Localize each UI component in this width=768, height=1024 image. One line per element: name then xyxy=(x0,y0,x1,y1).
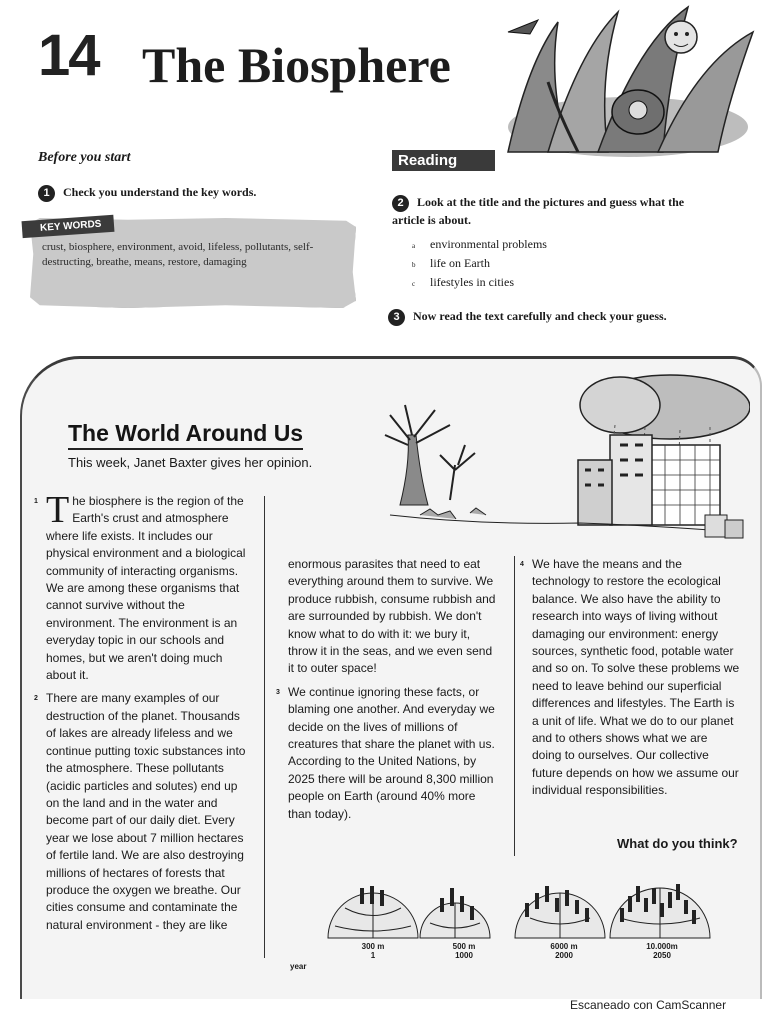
pollution-illustration xyxy=(380,365,750,550)
paragraph-4: We have the means and the technology to restore the ecological balance. We also have the ability to research into ways of living without damaging our environment: energy sources, synthetic food, potable water and so on. To solve these problems we need to leave behind our superficial differences and lifestyles. The Earth is a unit of life. What we do to our planet and to others shows what we are doing to ourselves. Our collective future depends on how we assume our individual responsibilities. xyxy=(532,557,740,798)
population-label-1 xyxy=(348,942,398,960)
task-1-text: Check you understand the key words. xyxy=(63,185,257,199)
task-1-number: 1 xyxy=(38,185,55,202)
option-letter: c xyxy=(412,280,416,288)
paragraph-1 xyxy=(46,489,251,684)
article-column-3 xyxy=(520,556,740,806)
paragraph-3: We continue ignoring these facts, or blaming one another. And everyday we decide on the lives of millions of creatures that share the planet with us. According to the United Nations, by 2025 there will be around 8,300 million people on Earth (around 40% more than today). xyxy=(288,684,495,821)
population-year: 2050 xyxy=(653,951,671,960)
population-value: 300 m xyxy=(361,942,385,951)
paragraph-number: 2 xyxy=(34,695,38,703)
option-letter: a xyxy=(412,242,416,250)
population-year: 1 xyxy=(370,951,376,960)
paragraph-number: 4 xyxy=(520,561,524,568)
population-growth-figure xyxy=(290,878,730,940)
scanner-watermark: Escaneado con CamScanner xyxy=(570,998,727,1012)
before-you-start-heading: Before you start xyxy=(38,150,131,165)
population-label-2 xyxy=(439,942,489,960)
article-column-1 xyxy=(34,489,251,940)
option-text: life on Earth xyxy=(430,256,490,270)
reading-tag: Reading xyxy=(392,150,495,171)
article-subtitle: This week, Janet Baxter gives her opinion. xyxy=(68,455,313,470)
paragraph-2-continued: enormous parasites that need to eat everything around them to survive. We produce rubbish, consume rubbish and are surrounded by rubbish. We don't know what to do with it: we bury it, throw it in the seas, and we even send it to outer space! xyxy=(288,557,496,676)
task-2-number: 2 xyxy=(392,195,409,212)
option-text: environmental problems xyxy=(430,237,547,251)
column-divider xyxy=(264,496,265,958)
population-year: 2000 xyxy=(555,951,573,960)
chapter-title: The Biosphere xyxy=(142,37,451,93)
option-item xyxy=(412,255,547,274)
article-title: The World Around Us xyxy=(68,420,303,450)
task-1 xyxy=(38,184,358,202)
population-value: 6000 m xyxy=(550,942,578,951)
task-3 xyxy=(388,308,708,326)
year-axis-label: year xyxy=(290,962,307,971)
jungle-illustration xyxy=(488,2,758,162)
task-3-number: 3 xyxy=(388,309,405,326)
paragraph-number: 3 xyxy=(276,688,280,696)
option-item xyxy=(412,236,547,255)
option-text: lifestyles in cities xyxy=(430,275,514,289)
task-3-text: Now read the text carefully and check your guess. xyxy=(413,309,667,323)
key-words-label: KEY WORDS xyxy=(22,215,114,238)
globe-2 xyxy=(420,903,490,938)
article-column-2 xyxy=(276,556,496,829)
population-value: 10.000m xyxy=(646,942,678,951)
option-item xyxy=(412,274,547,293)
population-year: 1000 xyxy=(455,951,473,960)
task-2-text: Look at the title and the pictures and guess what the article is about. xyxy=(392,195,685,227)
population-label-4 xyxy=(637,942,687,960)
drop-cap: T xyxy=(46,489,70,531)
task-2 xyxy=(392,194,712,228)
paragraph-1-text: he biosphere is the region of the Earth's crust and atmosphere where life exists. It includes our physical environment and a biological community of interacting organisms. We are among these organisms that cannot survive without the environment. The environment is an everyday topic in our schools and homes, but we aren't doing much about it. xyxy=(46,494,246,683)
key-words-text: crust, biosphere, environment, avoid, lifeless, pollutants, self-destructing, breathe, means, restore, damaging xyxy=(42,241,314,268)
paragraph-2: There are many examples of our destruction of the planet. Thousands of lakes are already lifeless and we continue putting toxic substances into the atmosphere. These pollutants (acidic particles and solutes) end up on the land and in the water and become part of our daily diet. Every year we lose about 7 million hectares of fertile land. We are also destroying millions of hectares of forests that produce the oxygen we breathe. Our cities consume and contaminate the natural environment - they are like xyxy=(46,691,246,932)
population-label-3 xyxy=(539,942,589,960)
closing-question: What do you think? xyxy=(617,836,738,851)
population-value: 500 m xyxy=(452,942,476,951)
option-letter: b xyxy=(412,261,416,269)
paragraph-number: 1 xyxy=(34,498,38,505)
column-divider xyxy=(514,556,515,856)
guess-options xyxy=(412,236,547,293)
chapter-number: 14 xyxy=(38,23,99,88)
